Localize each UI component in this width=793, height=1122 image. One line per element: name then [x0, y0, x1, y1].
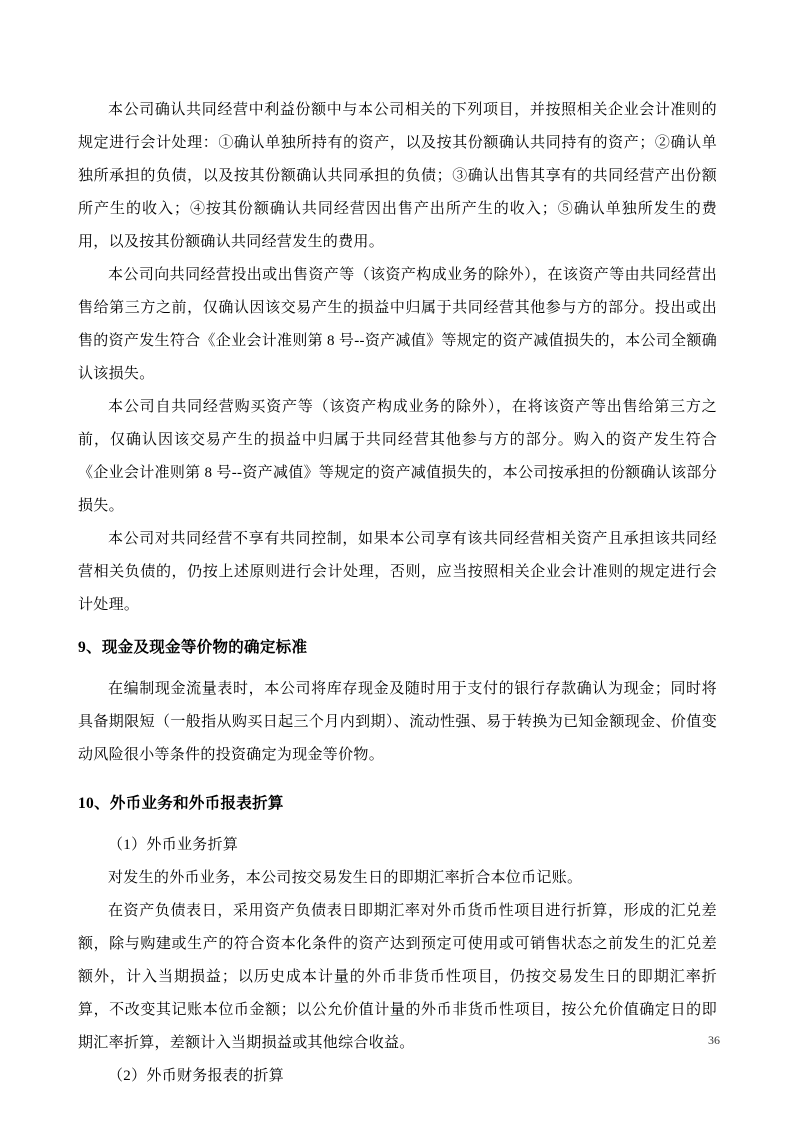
paragraph-no-joint-control: 本公司对共同经营不享有共同控制，如果本公司享有该共同经营相关资产且承担该共同经营相关负债的，仍按上述原则进行会计处理，否则，应当按照相关企业会计准则的规定进行会计处理。 [78, 531, 717, 613]
section-heading-9-cash-equivalents: 9、现金及现金等价物的确定标准 [78, 639, 308, 656]
paragraph-joint-operation-recognition: 本公司确认共同经营中利益份额中与本公司相关的下列项目，并按照相关企业会计准则的规定进行会计处理：①确认单独所持有的资产，以及按其份额确认共同持有的资产；②确认单独所承担的负债，以及按其份额确认共同承担的负债；③确认出售其享有的共同经营产出份额所产生的收入；④按其份额确认共同经营因出售产出所产生的收入；⑤确认单独所发生的费用，以及按其份额确认共同经营发生的费用。 [78, 102, 717, 250]
subsection-label-1-foreign-currency-business: （1）外币业务折算 [108, 837, 239, 853]
paragraph-cash-flow-statement: 在编制现金流量表时，本公司将库存现金及随时用于支付的银行存款确认为现金；同时将具备期限短（一般指从购买日起三个月内到期）、流动性强、易于转换为已知金额现金、价值变动风险很小等条件的投资确定为现金等价物。 [78, 681, 717, 763]
section-heading-10-foreign-currency: 10、外币业务和外币报表折算 [78, 795, 284, 812]
paragraph-assets-purchased: 本公司自共同经营购买资产等（该资产构成业务的除外），在将该资产等出售给第三方之前，仅确认因该交易产生的损益中归属于共同经营其他参与方的部分。购入的资产发生符合《企业会计准则第 8 号--资产减值》等规定的资产减值损失的，本公司按承担的份额确认该部分损失。 [78, 399, 717, 514]
paragraph-balance-sheet-date-translation: 在资产负债表日，采用资产负债表日即期汇率对外币货币性项目进行折算，形成的汇兑差额，除与购建或生产的符合资本化条件的资产达到预定可使用或可销售状态之前发生的汇兑差额外，计入当期损益；以历史成本计量的外币非货币性项目，仍按交易发生日的即期汇率折算，不改变其记账本位币金额；以公允价值计量的外币非货币性项目，按公允价值确定日的即期汇率折算，差额计入当期损益或其他综合收益。 [78, 903, 717, 1051]
paragraph-foreign-currency-bookkeeping: 对发生的外币业务，本公司按交易发生日的即期汇率折合本位币记账。 [108, 870, 583, 886]
page-number: 36 [708, 1033, 720, 1047]
paragraph-assets-contributed-or-sold: 本公司向共同经营投出或出售资产等（该资产构成业务的除外），在该资产等由共同经营出售给第三方之前，仅确认因该交易产生的损益中归属于共同经营其他参与方的部分。投出或出售的资产发生符合《企业会计准则第 8 号--资产减值》等规定的资产减值损失的，本公司全额确认该损失。 [78, 267, 717, 382]
subsection-label-2-foreign-financial-statements: （2）外币财务报表的折算 [108, 1068, 285, 1084]
